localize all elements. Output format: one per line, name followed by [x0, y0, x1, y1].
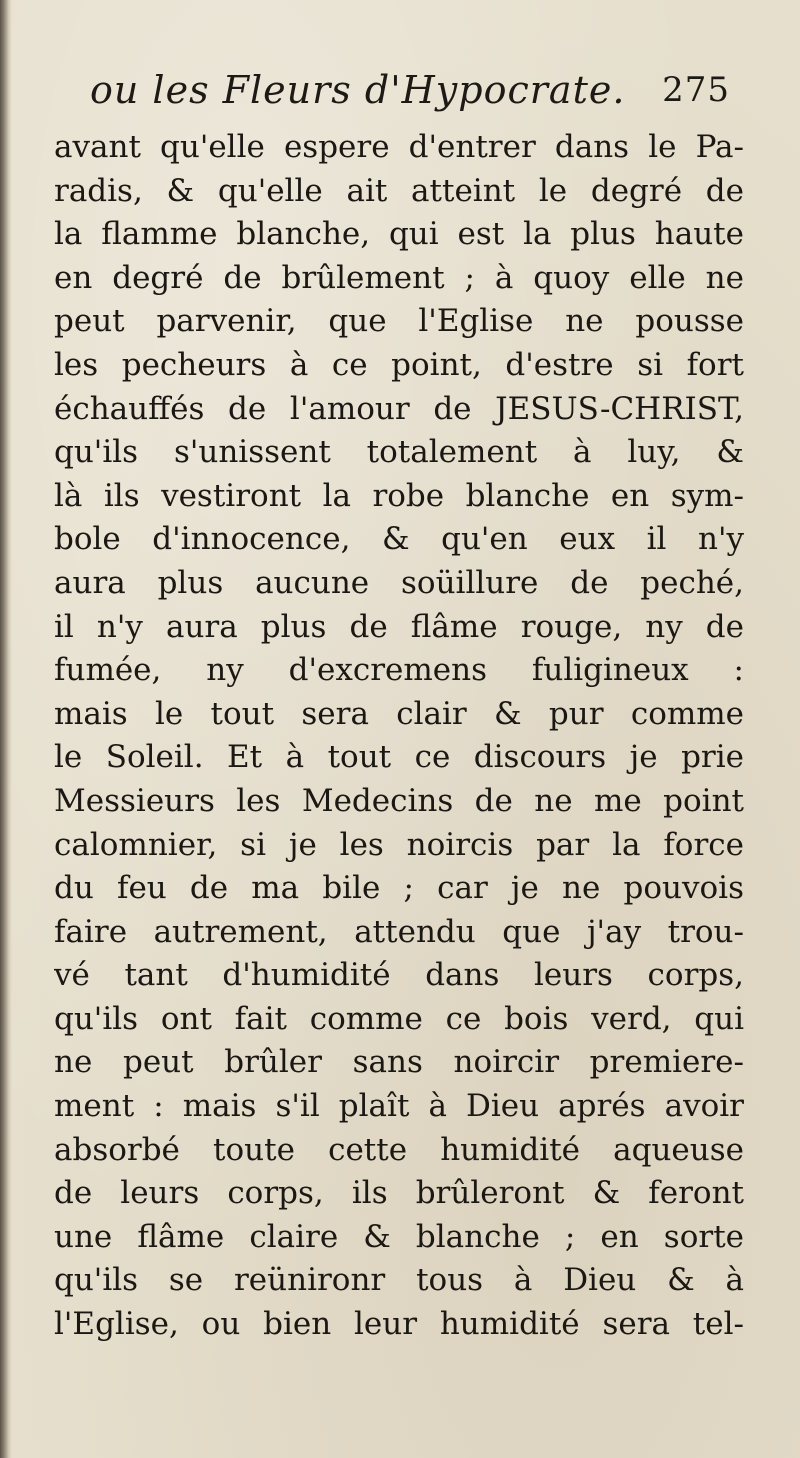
text-line: avant qu'elle espere d'entrer dans le Pa-: [54, 129, 744, 165]
text-line: faire autrement, attendu que j'ay trou-: [54, 913, 744, 950]
text-line: ment : mais s'il plaît à Dieu aprés avoir: [54, 1088, 744, 1125]
page-header: [90, 62, 730, 122]
text-line: là ils vestiront la robe blanche en sym-: [54, 477, 744, 514]
text-line: mais le tout sera clair & pur comme: [54, 695, 744, 732]
text-line: vé tant d'humidité dans leurs corps,: [54, 957, 744, 994]
text-line: aura plus aucune soüillure de peché,: [54, 564, 744, 601]
text-line: qu'ils s'unissent totalement à luy, &: [54, 434, 744, 471]
text-line: Messieurs les Medecins de ne me point: [54, 782, 744, 819]
text-line: absorbé toute cette humidité aqueuse: [54, 1131, 744, 1168]
text-line: bole d'innocence, & qu'en eux il n'y: [54, 521, 744, 558]
text-line: une flâme claire & blanche ; en sorte: [54, 1218, 744, 1255]
running-title: ou les Fleurs d'Hypocrate.: [90, 68, 626, 112]
text-line: calomnier, si je les noircis par la force: [54, 826, 744, 863]
page-number: 275: [662, 70, 730, 110]
text-line: qu'ils se reünironr tous à Dieu & à: [54, 1262, 744, 1299]
text-line: échauffés de l'amour de JESUS-CHRIST,: [54, 390, 744, 427]
text-line: fumée, ny d'excremens fuligineux :: [54, 652, 744, 689]
text-line: peut parvenir, que l'Eglise ne pousse: [54, 303, 744, 340]
text-line: en degré de brûlement ; à quoy elle ne: [54, 259, 744, 296]
text-line: l'Eglise, ou bien leur humidité sera tel-: [54, 1306, 744, 1343]
text-line: ne peut brûler sans noircir premiere-: [54, 1044, 744, 1081]
text-line: la flamme blanche, qui est la plus haute: [54, 216, 744, 253]
text-line: les pecheurs à ce point, d'estre si fort: [54, 346, 744, 383]
page-gutter-shadow: [0, 0, 12, 1458]
text-line: il n'y aura plus de flâme rouge, ny de: [54, 608, 744, 645]
body-text: [54, 126, 744, 1347]
text-line: radis, & qu'elle ait atteint le degré de: [54, 172, 744, 209]
text-line: qu'ils ont fait comme ce bois verd, qui: [54, 1000, 744, 1037]
text-line: de leurs corps, ils brûleront & feront: [54, 1175, 744, 1212]
text-line: le Soleil. Et à tout ce discours je prie: [54, 739, 744, 776]
text-line: du feu de ma bile ; car je ne pouvois: [54, 870, 744, 907]
